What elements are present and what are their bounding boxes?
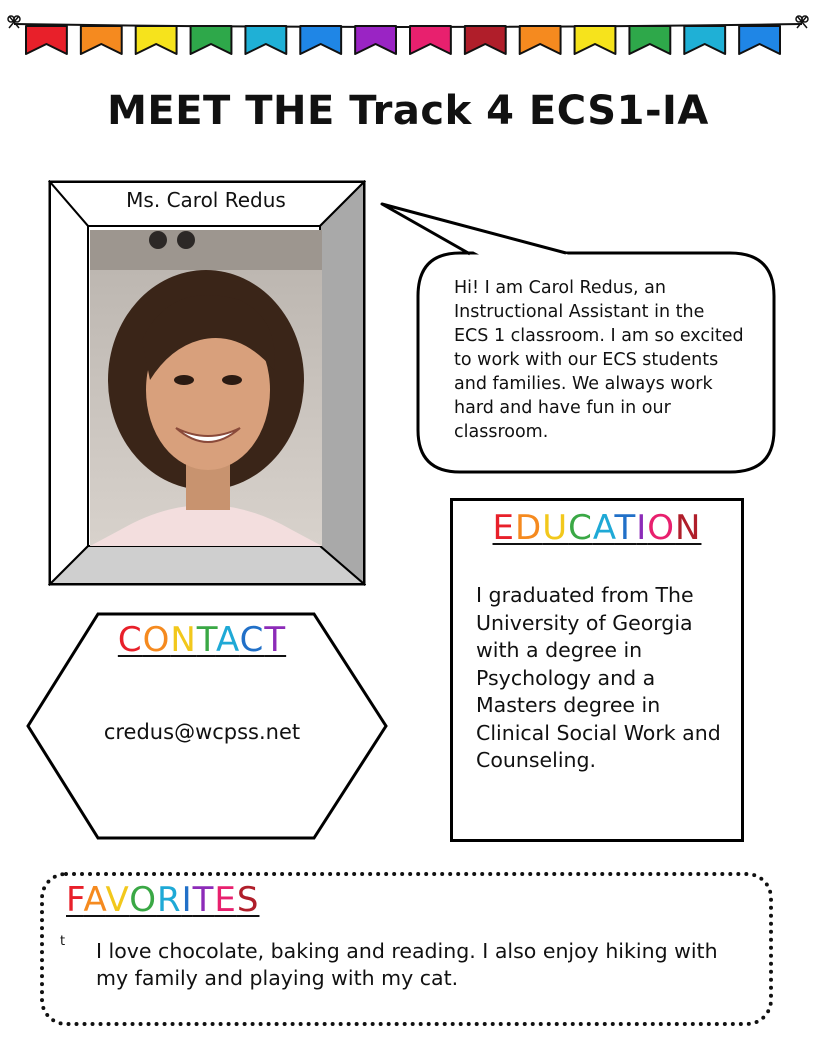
pennant xyxy=(26,26,67,54)
contact-heading xyxy=(24,620,380,660)
pennant xyxy=(245,26,286,54)
favorites-heading xyxy=(66,880,259,920)
teacher-bio: Hi! I am Carol Redus, an Instructional Assistant in the ECS 1 classroom. I am so excited to work with our ECS students and families. We always work hard and have fun in our classroom. xyxy=(454,278,744,442)
contact-email: credus@wcpss.net xyxy=(103,720,301,744)
education-text: I graduated from The University of Georgia with a degree in Psychology and a Masters degree in Clinical Social Work and Counseling. xyxy=(476,583,721,772)
teacher-name: Ms. Carol Redus xyxy=(126,188,286,212)
scissor-pin-icon xyxy=(8,16,20,28)
heading-letter: E xyxy=(492,508,515,548)
heading-letter: O xyxy=(129,880,157,920)
heading-letter: T xyxy=(192,880,215,920)
favorites-text: I love chocolate, baking and reading. I also enjoy hiking with my family and playing with my cat. xyxy=(96,939,718,990)
pennant xyxy=(629,26,670,54)
pennant xyxy=(410,26,451,54)
scissor-pin-icon xyxy=(796,16,808,28)
heading-letter: C xyxy=(239,620,265,660)
favorites-mark: t xyxy=(60,934,66,949)
heading-letter: A xyxy=(592,508,615,548)
heading-letter: T xyxy=(264,620,287,660)
pennant xyxy=(575,26,616,54)
heading-letter: D xyxy=(515,508,543,548)
heading-letter: I xyxy=(636,508,648,548)
heading-letter: R xyxy=(156,880,182,920)
pennant xyxy=(355,26,396,54)
heading-letter: U xyxy=(542,508,569,548)
pennant xyxy=(739,26,780,54)
heading-letter: A xyxy=(215,620,240,660)
pennant xyxy=(191,26,232,54)
heading-letter: N xyxy=(675,508,702,548)
heading-letter: C xyxy=(568,508,593,548)
heading-letter: E xyxy=(214,880,237,920)
teacher-photo xyxy=(90,230,322,546)
heading-letter: V xyxy=(105,880,130,920)
heading-letter: O xyxy=(647,508,676,548)
pennant-banner-icon xyxy=(0,0,816,70)
heading-letter: T xyxy=(196,620,216,660)
heading-letter: T xyxy=(614,508,637,548)
heading-letter: I xyxy=(181,880,193,920)
heading-letter: S xyxy=(236,880,260,920)
heading-letter: F xyxy=(66,880,84,920)
pennant xyxy=(520,26,561,54)
heading-letter: C xyxy=(117,620,143,660)
heading-letter: O xyxy=(142,620,171,660)
page-title: MEET THE Track 4 ECS1-IA xyxy=(107,88,709,134)
heading-letter: N xyxy=(170,620,197,660)
heading-letter: A xyxy=(83,880,106,920)
pennant xyxy=(136,26,177,54)
pennant xyxy=(300,26,341,54)
pennant xyxy=(465,26,506,54)
pennant xyxy=(684,26,725,54)
education-heading xyxy=(453,508,741,548)
pennant xyxy=(81,26,122,54)
